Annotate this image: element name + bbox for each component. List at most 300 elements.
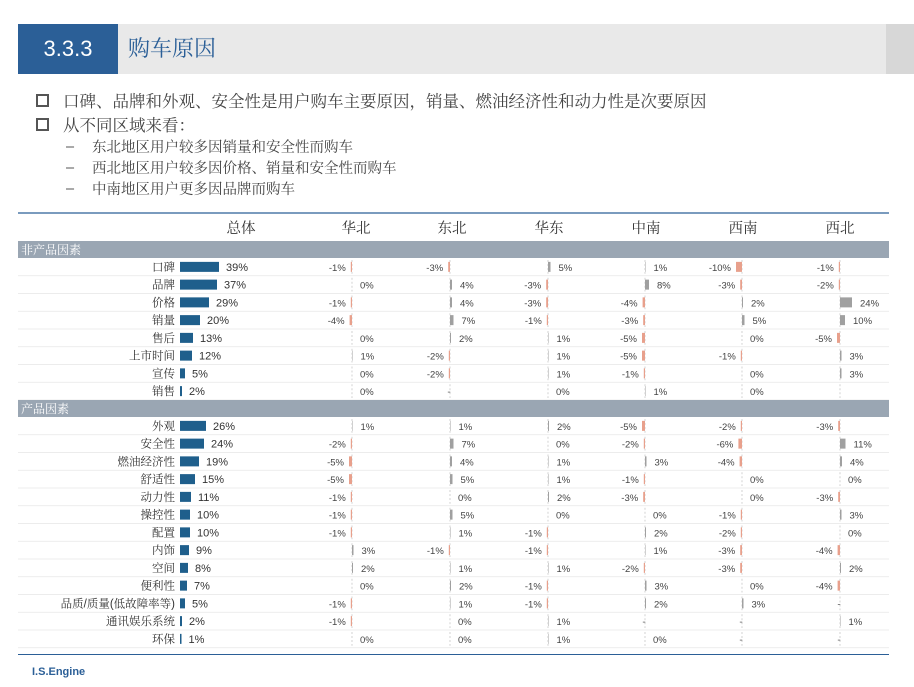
positive-diff-bar (645, 262, 646, 272)
negative-diff-bar (642, 333, 645, 343)
negative-diff-bar (349, 474, 352, 484)
positive-diff-bar (450, 315, 454, 325)
negative-diff-bar (351, 510, 352, 520)
total-bar (180, 351, 192, 361)
positive-diff-bar (548, 262, 551, 272)
diff-label: 0% (360, 581, 374, 593)
diff-label: -5% (620, 351, 637, 363)
diff-label: -1% (524, 546, 542, 558)
section-number: 3.3.3 (18, 24, 118, 74)
diff-label: -1% (328, 599, 346, 611)
negative-diff-bar (741, 421, 742, 431)
positive-diff-bar (840, 368, 842, 378)
diff-label: -1% (426, 546, 444, 558)
total-bar (180, 315, 200, 325)
diff-label: 11% (853, 439, 872, 451)
total-value-label: 20% (207, 315, 230, 328)
diff-label: -1% (524, 528, 542, 540)
negative-diff-bar (644, 563, 645, 573)
total-bar (180, 280, 217, 290)
diff-label: -3% (426, 262, 444, 274)
positive-diff-bar (450, 527, 451, 537)
total-bar (180, 421, 206, 431)
row-label: 口碑 (152, 261, 175, 274)
diff-label: -1% (718, 351, 736, 363)
diff-label: -3% (816, 492, 834, 504)
negative-diff-bar (449, 368, 450, 378)
section-label: 非产品因素 (21, 243, 82, 257)
column-header: 西北 (825, 221, 855, 237)
row-label: 动力性 (140, 491, 175, 504)
diff-label: - (642, 617, 646, 629)
total-value-label: 24% (211, 438, 234, 451)
negative-diff-bar (736, 262, 742, 272)
row-label: 燃油经济性 (117, 456, 175, 469)
diff-label: 5% (460, 475, 475, 487)
positive-diff-bar (645, 280, 649, 290)
diff-label: -4% (815, 546, 833, 558)
negative-diff-bar (351, 527, 352, 537)
diff-label: 1% (458, 528, 473, 540)
negative-diff-bar (740, 280, 742, 290)
slide-title: 购车原因 (128, 36, 217, 61)
diff-label: 2% (849, 563, 863, 575)
positive-diff-bar (840, 439, 846, 449)
diff-label: -4% (717, 457, 735, 469)
column-header: 中南 (631, 221, 661, 237)
negative-diff-bar (642, 351, 645, 361)
negative-diff-bar (448, 262, 450, 272)
total-value-label: 2% (189, 386, 205, 399)
negative-diff-bar (838, 492, 840, 502)
positive-diff-bar (645, 456, 647, 466)
positive-diff-bar (352, 421, 353, 431)
diff-label: -3% (816, 421, 834, 433)
total-bar (180, 474, 195, 484)
diff-label: -6% (716, 439, 734, 451)
column-header: 华北 (341, 221, 371, 237)
diff-label: 0% (556, 510, 570, 522)
diff-label: -3% (718, 546, 736, 558)
diff-label: 1% (653, 387, 668, 399)
negative-diff-bar (643, 297, 645, 307)
diff-label: 0% (750, 387, 764, 399)
diff-label: -3% (718, 563, 736, 575)
diff-label: 1% (556, 475, 571, 487)
total-value-label: 12% (199, 350, 222, 363)
positive-diff-bar (450, 474, 453, 484)
diff-label: 2% (557, 492, 571, 504)
positive-diff-bar (450, 510, 453, 520)
diff-label: 4% (460, 298, 474, 310)
total-value-label: 26% (213, 420, 236, 433)
bullet-text: 从不同区域来看： (63, 117, 195, 135)
diff-label: 7% (461, 439, 476, 451)
total-value-label: 11% (198, 491, 220, 504)
total-value-label: 37% (224, 279, 247, 292)
row-label: 环保 (152, 633, 175, 646)
total-bar (180, 510, 190, 520)
negative-diff-bar (837, 333, 840, 343)
positive-diff-bar (450, 421, 451, 431)
negative-diff-bar (351, 616, 352, 626)
total-value-label: 10% (197, 509, 220, 522)
positive-diff-bar (840, 616, 841, 626)
positive-diff-bar (548, 492, 549, 502)
negative-diff-bar (351, 492, 352, 502)
diff-label: -2% (621, 439, 639, 451)
total-bar (180, 368, 185, 378)
diff-label: 1% (653, 262, 668, 274)
total-bar (180, 262, 219, 272)
diff-label: 1% (848, 617, 863, 629)
diff-label: -5% (620, 333, 637, 345)
negative-diff-bar (838, 421, 840, 431)
total-bar (180, 563, 188, 573)
diff-label: -3% (621, 492, 639, 504)
positive-diff-bar (548, 456, 549, 466)
column-header: 东北 (437, 221, 467, 237)
positive-diff-bar (450, 563, 451, 573)
diff-label: -5% (815, 333, 832, 345)
total-bar (180, 634, 182, 644)
total-value-label: 9% (196, 545, 212, 558)
negative-diff-bar (351, 598, 352, 608)
diff-label: - (739, 617, 743, 629)
positive-diff-bar (352, 563, 353, 573)
positive-diff-bar (645, 598, 646, 608)
positive-diff-bar (840, 315, 845, 325)
negative-diff-bar (643, 315, 645, 325)
diff-label: 0% (458, 492, 472, 504)
diff-label: -5% (620, 421, 637, 433)
diff-label: 4% (850, 457, 864, 469)
diff-label: 0% (653, 634, 667, 646)
negative-diff-bar (351, 262, 352, 272)
diff-label: 4% (460, 457, 474, 469)
diff-label: -1% (524, 599, 542, 611)
diff-label: 8% (657, 280, 671, 292)
positive-diff-bar (840, 563, 841, 573)
negative-diff-bar (449, 545, 450, 555)
negative-diff-bar (351, 439, 352, 449)
positive-diff-bar (352, 351, 353, 361)
diff-label: -1% (328, 298, 346, 310)
diff-label: -2% (426, 369, 444, 381)
column-header: 总体 (226, 221, 256, 237)
footer-divider (18, 654, 889, 655)
diff-label: 1% (360, 421, 375, 433)
diff-label: 0% (458, 617, 472, 629)
diff-label: 2% (654, 528, 668, 540)
negative-diff-bar (546, 297, 548, 307)
footer-logo: I.S.Engine (32, 666, 86, 678)
row-label: 便利性 (140, 580, 175, 593)
diff-label: 4% (460, 280, 474, 292)
positive-diff-bar (645, 545, 646, 555)
positive-diff-bar (548, 563, 549, 573)
column-header: 华东 (534, 221, 564, 237)
negative-diff-bar (740, 456, 742, 466)
total-value-label: 2% (189, 616, 205, 629)
total-bar (180, 456, 199, 466)
total-bar (180, 527, 190, 537)
diff-label: 1% (556, 563, 571, 575)
diff-label: 1% (458, 563, 473, 575)
negative-diff-bar (547, 527, 548, 537)
diff-label: 5% (558, 262, 573, 274)
diff-label: 2% (654, 599, 668, 611)
dash-bullet-icon: – (66, 138, 75, 155)
negative-diff-bar (547, 315, 548, 325)
negative-diff-bar (839, 262, 840, 272)
positive-diff-bar (742, 315, 745, 325)
diff-label: 3% (849, 351, 864, 363)
positive-diff-bar (450, 333, 451, 343)
diff-label: -4% (620, 298, 638, 310)
diff-label: 10% (853, 316, 873, 328)
row-label: 舒适性 (140, 474, 175, 487)
diff-label: 1% (556, 634, 571, 646)
positive-diff-bar (548, 351, 549, 361)
diff-label: -2% (816, 280, 834, 292)
negative-diff-bar (740, 563, 742, 573)
diff-label: - (739, 634, 743, 646)
diff-label: 0% (848, 475, 862, 487)
diff-label: 5% (752, 316, 767, 328)
diff-label: 0% (360, 333, 374, 345)
negative-diff-bar (351, 297, 352, 307)
diff-label: - (837, 634, 841, 646)
diff-label: -1% (328, 510, 346, 522)
negative-diff-bar (350, 315, 352, 325)
negative-diff-bar (838, 545, 840, 555)
diff-label: -1% (328, 617, 346, 629)
row-label: 宣传 (152, 368, 175, 381)
row-label: 品质/质量(低故障率等) (60, 598, 175, 611)
sub-bullet-text: 中南地区用户更多因品牌而购车 (92, 182, 295, 198)
diff-label: -4% (327, 316, 345, 328)
diff-label: 3% (361, 546, 376, 558)
total-bar (180, 333, 193, 343)
diff-label: 0% (750, 492, 764, 504)
diff-label: 0% (750, 369, 764, 381)
negative-diff-bar (547, 545, 548, 555)
negative-diff-bar (643, 492, 645, 502)
positive-diff-bar (548, 368, 549, 378)
negative-diff-bar (642, 421, 645, 431)
positive-diff-bar (450, 439, 454, 449)
positive-diff-bar (450, 598, 451, 608)
row-label: 配置 (152, 527, 175, 540)
diff-label: -1% (328, 262, 346, 274)
total-bar (180, 386, 182, 396)
row-label: 安全性 (140, 438, 175, 451)
diff-label: - (447, 387, 451, 399)
diff-label: -5% (327, 457, 344, 469)
total-bar (180, 581, 187, 591)
diff-label: -5% (327, 475, 344, 487)
positive-diff-bar (548, 421, 549, 431)
diff-label: 2% (459, 581, 473, 593)
diff-label: -3% (524, 298, 542, 310)
positive-diff-bar (840, 510, 842, 520)
row-label: 外观 (152, 420, 175, 433)
diff-label: 2% (459, 333, 473, 345)
positive-diff-bar (645, 581, 647, 591)
diff-label: 0% (653, 510, 667, 522)
negative-diff-bar (738, 439, 742, 449)
positive-diff-bar (450, 456, 452, 466)
row-label: 内饰 (152, 545, 175, 558)
row-label: 销售 (152, 386, 175, 399)
total-bar (180, 439, 204, 449)
diff-label: -1% (621, 369, 639, 381)
diff-label: 3% (849, 369, 864, 381)
diff-label: 0% (848, 528, 862, 540)
positive-diff-bar (548, 634, 549, 644)
positive-diff-bar (645, 527, 646, 537)
negative-diff-bar (839, 280, 840, 290)
diff-label: - (837, 599, 841, 611)
positive-diff-bar (645, 386, 646, 396)
negative-diff-bar (547, 581, 548, 591)
negative-diff-bar (547, 598, 548, 608)
total-value-label: 7% (194, 580, 210, 593)
total-value-label: 39% (226, 261, 249, 274)
diff-label: 3% (654, 581, 669, 593)
row-label: 售后 (152, 332, 175, 345)
section-band (18, 400, 889, 417)
total-value-label: 29% (216, 297, 239, 310)
diff-label: -1% (621, 475, 639, 487)
diff-label: -3% (718, 280, 736, 292)
negative-diff-bar (838, 581, 840, 591)
section-band (18, 241, 889, 258)
row-label: 操控性 (140, 509, 175, 522)
diff-label: 1% (556, 351, 571, 363)
sub-bullet-text: 西北地区用户较多因价格、销量和安全性而购车 (92, 161, 397, 177)
diff-label: 0% (750, 581, 764, 593)
total-value-label: 1% (188, 633, 205, 646)
diff-label: 2% (361, 563, 375, 575)
diff-label: 5% (460, 510, 475, 522)
negative-diff-bar (741, 351, 742, 361)
diff-label: 0% (556, 387, 570, 399)
diff-label: -1% (328, 528, 346, 540)
diff-label: 0% (458, 634, 472, 646)
bullet-text: 口碑、品牌和外观、安全性是用户购车主要原因，销量、燃油经济性和动力性是次要原因 (63, 93, 707, 111)
negative-diff-bar (644, 368, 645, 378)
diff-label: -2% (426, 351, 444, 363)
diff-label: -2% (328, 439, 346, 451)
row-label: 价格 (152, 297, 175, 310)
total-value-label: 19% (206, 456, 229, 469)
positive-diff-bar (840, 456, 842, 466)
diff-label: 2% (557, 421, 571, 433)
positive-diff-bar (548, 333, 549, 343)
diff-label: 24% (860, 298, 880, 310)
diff-label: 1% (556, 333, 571, 345)
diff-label: 0% (556, 439, 570, 451)
negative-diff-bar (741, 527, 742, 537)
diff-label: -1% (524, 316, 542, 328)
diff-label: -1% (816, 262, 834, 274)
negative-diff-bar (644, 439, 645, 449)
positive-diff-bar (450, 280, 452, 290)
diff-label: 0% (750, 333, 764, 345)
positive-diff-bar (840, 351, 842, 361)
positive-diff-bar (548, 474, 549, 484)
diff-label: -2% (718, 528, 736, 540)
sub-bullet-text: 东北地区用户较多因销量和安全性而购车 (92, 140, 353, 156)
total-bar (180, 297, 209, 307)
diff-label: 2% (751, 298, 765, 310)
positive-diff-bar (450, 297, 452, 307)
row-label: 销量 (152, 315, 175, 328)
total-value-label: 5% (192, 598, 208, 611)
positive-diff-bar (548, 616, 549, 626)
diff-label: 1% (556, 369, 571, 381)
negative-diff-bar (644, 474, 645, 484)
total-value-label: 5% (192, 368, 208, 381)
total-value-label: 10% (197, 527, 220, 540)
total-value-label: 8% (195, 562, 211, 575)
diff-label: -4% (815, 581, 833, 593)
row-label: 品牌 (152, 279, 175, 292)
positive-diff-bar (450, 581, 451, 591)
diff-label: 3% (751, 599, 766, 611)
diff-label: -10% (708, 262, 731, 274)
diff-label: 1% (360, 351, 375, 363)
total-value-label: 15% (202, 474, 225, 487)
dash-bullet-icon: – (66, 159, 75, 176)
diff-label: -1% (328, 492, 346, 504)
negative-diff-bar (449, 351, 450, 361)
positive-diff-bar (742, 598, 744, 608)
diff-label: 1% (556, 457, 571, 469)
diff-label: 0% (360, 387, 374, 399)
negative-diff-bar (546, 280, 548, 290)
diff-label: -1% (718, 510, 736, 522)
total-bar (180, 492, 191, 502)
diff-label: 0% (360, 280, 374, 292)
row-label: 空间 (152, 562, 175, 575)
diff-label: 0% (360, 369, 374, 381)
row-label: 通讯娱乐系统 (106, 616, 175, 629)
column-header: 西南 (728, 221, 758, 237)
total-bar (180, 616, 182, 626)
negative-diff-bar (349, 456, 352, 466)
diff-label: 1% (458, 599, 473, 611)
diff-label: 3% (654, 457, 669, 469)
row-label: 上市时间 (129, 350, 175, 363)
diff-label: 7% (461, 316, 476, 328)
diff-label: 1% (458, 421, 473, 433)
diff-label: 0% (360, 634, 374, 646)
negative-diff-bar (740, 545, 742, 555)
diff-label: -3% (524, 280, 542, 292)
diff-label: 1% (653, 546, 668, 558)
diff-label: -2% (621, 563, 639, 575)
positive-diff-bar (840, 297, 852, 307)
negative-diff-bar (741, 510, 742, 520)
dash-bullet-icon: – (66, 180, 75, 197)
total-value-label: 13% (200, 332, 223, 345)
positive-diff-bar (352, 545, 354, 555)
positive-diff-bar (742, 297, 743, 307)
total-bar (180, 545, 189, 555)
